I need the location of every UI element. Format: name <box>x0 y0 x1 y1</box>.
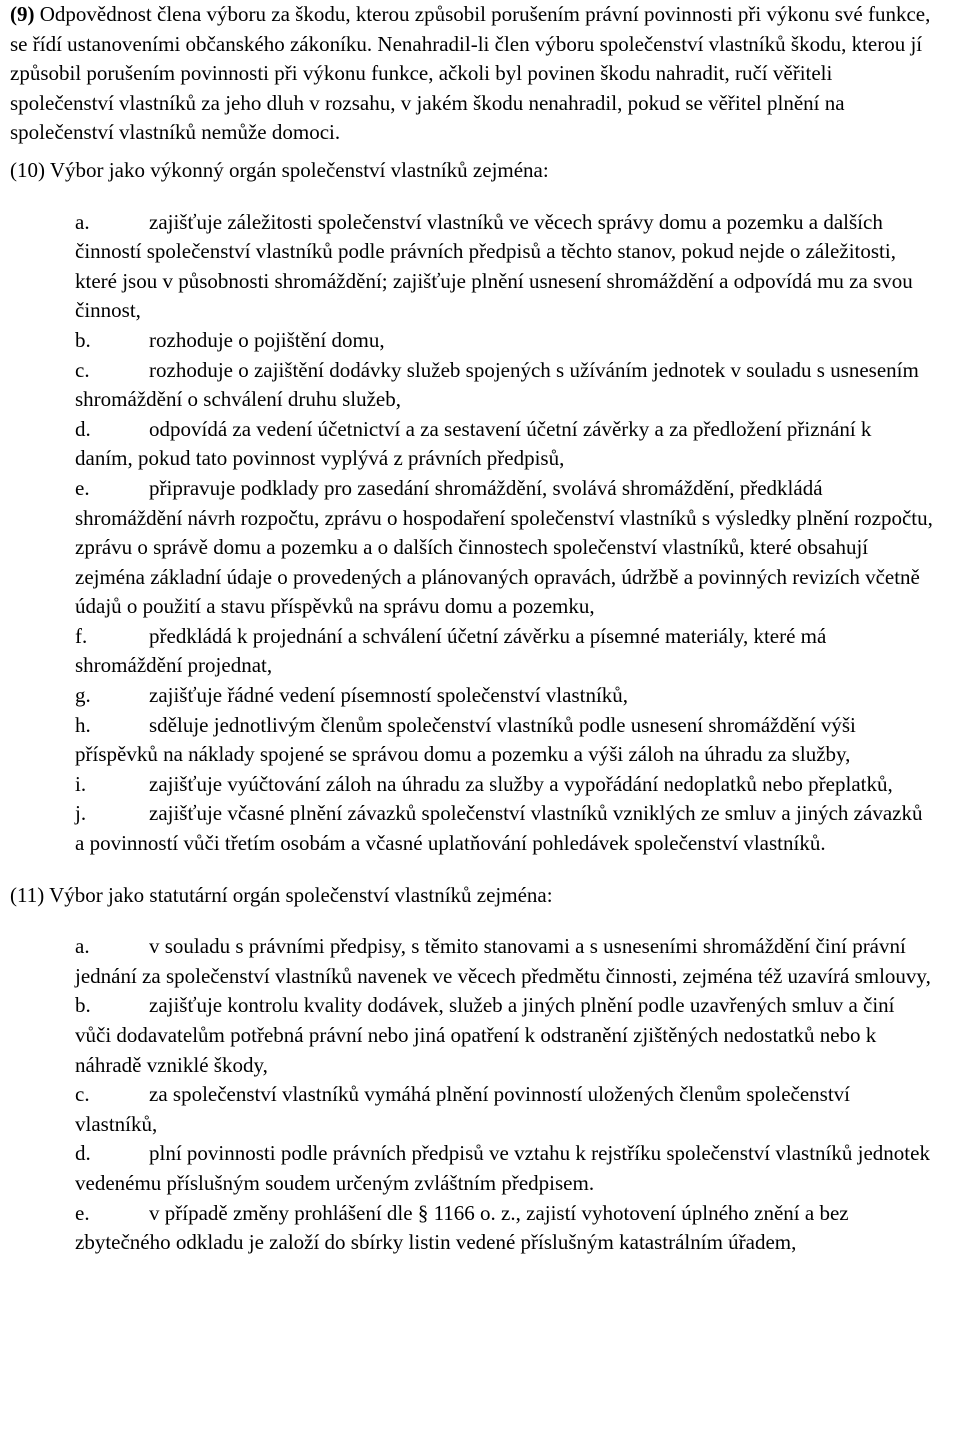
list-item <box>75 622 934 681</box>
list-item-marker: c. <box>75 1082 90 1107</box>
list-item-text: plní povinnosti podle právních předpisů ve vztahu k rejstříku společenství vlastníků jednotek vedenému příslušným soudem určeným zvláštním předpisem. <box>75 1141 930 1195</box>
list-item-text: zajišťuje záležitosti společenství vlastníků ve věcech správy domu a pozemku a dalších činností společenství vlastníků podle právních předpisů a těchto stanov, pokud nejde o záležitosti, které jsou v působnosti shromáždění; zajišťuje plnění usnesení shromáždění a odpovídá mu za svou činnost, <box>75 209 913 323</box>
list-item <box>75 799 934 858</box>
list-item <box>75 711 934 770</box>
list-item-marker: f. <box>75 623 88 648</box>
list-item-marker: i. <box>75 771 87 796</box>
list-item <box>75 932 934 991</box>
list-item-marker: c. <box>75 357 90 382</box>
list-item-text: v případě změny prohlášení dle § 1166 o. z., zajistí vyhotovení úplného znění a bez zbytečného odkladu je založí do sbírky listin vedené příslušným katastrálním úřadem, <box>75 1200 849 1255</box>
list-item-text: odpovídá za vedení účetnictví a za sestavení účetní závěrky a za předložení přiznání k daním, pokud tato povinnost vyplývá z právních předpisů, <box>75 416 872 471</box>
list-item-marker: h. <box>75 712 91 737</box>
heading-text: Výbor jako výkonný orgán společenství vlastníků zejména: <box>49 157 549 182</box>
list-item-marker: a. <box>75 934 90 959</box>
list-item-text: zajišťuje řádné vedení písemností společenství vlastníků, <box>149 683 629 708</box>
paragraph-11-heading <box>10 881 934 911</box>
heading-text: Výbor jako statutární orgán společenství vlastníků zejména: <box>49 882 553 907</box>
list-item <box>75 326 934 356</box>
list-item-text: zajišťuje včasné plnění závazků společenství vlastníků vzniklých ze smluv a jiných závazků a povinností vůči třetím osobám a včasné uplatňování pohledávek společenství vlastníků. <box>75 801 923 856</box>
list-item-text: připravuje podklady pro zasedání shromáždění, svolává shromáždění, předkládá shromáždění návrh rozpočtu, zprávu o hospodaření společenství vlastníků s výsledky plnění rozpočtu, zprávu o správě domu a pozemku a o dalších činnostech společenství vlastníků, které obsahují zejména základní údaje o provedených a plánovaných opravách, údržbě a povinných revizích včetně údajů o použití a stavu příspěvků na správu domu a pozemku, <box>75 475 933 619</box>
paragraph-number: (11) <box>10 882 45 907</box>
list-item <box>75 681 934 711</box>
list-item-text: zajišťuje kontrolu kvality dodávek, služeb a jiných plnění podle uzavřených smluv a činí vůči dodavatelům potřebná právní nebo jiná opatření k odstranění zjištěných nedostatků nebo k náhradě vzniklé škody, <box>75 993 895 1077</box>
list-item-marker: e. <box>75 475 90 500</box>
paragraph-9 <box>10 0 934 148</box>
list-item-text: předkládá k projednání a schválení účetní závěrku a písemné materiály, které má shromáždění projednat, <box>75 623 827 678</box>
list-item <box>75 208 934 326</box>
list-item-marker: d. <box>75 416 91 441</box>
list-item-marker: b. <box>75 993 91 1018</box>
list-item-text: zajišťuje vyúčtování záloh na úhradu za služby a vypořádání nedoplatků nebo přeplatků, <box>149 771 893 796</box>
list-item-marker: b. <box>75 327 91 352</box>
list-item-marker: a. <box>75 209 90 234</box>
list-paragraph-10 <box>10 208 934 859</box>
paragraph-number: (9) <box>10 2 35 26</box>
list-item <box>75 356 934 415</box>
list-item-marker: g. <box>75 683 91 708</box>
list-item <box>75 1199 934 1258</box>
paragraph-10-heading <box>10 156 934 186</box>
list-item <box>75 770 934 800</box>
list-item-text: sděluje jednotlivým členům společenství vlastníků podle usnesení shromáždění výši příspěvků na náklady spojené se správou domu a pozemku a výši záloh na úhradu za služby, <box>75 712 856 767</box>
paragraph-text: Odpovědnost člena výboru za škodu, kterou způsobil porušením právní povinnosti při výkonu své funkce, se řídí ustanoveními občanského zákoníku. Nenahradil-li člen výboru společenství vlastníků škodu, kterou jí způsobil porušením povinnosti při výkonu funkce, ačkoli byl povinen škodu nahradit, ručí věřiteli společenství vlastníků za jeho dluh v rozsahu, v jakém škodu nenahradil, pokud se věřitel plnění na společenství vlastníků nemůže domoci. <box>10 2 931 145</box>
list-item-text: rozhoduje o zajištění dodávky služeb spojených s užíváním jednotek v souladu s usnesením shromáždění o schválení druhu služeb, <box>75 357 919 412</box>
list-paragraph-11 <box>10 932 934 1258</box>
list-item-marker: e. <box>75 1200 90 1225</box>
list-item-marker: d. <box>75 1141 91 1166</box>
list-item <box>75 474 934 622</box>
list-item-text: rozhoduje o pojištění domu, <box>149 327 385 352</box>
list-item <box>75 1080 934 1139</box>
list-item-text: v souladu s právními předpisy, s těmito stanovami a s usneseními shromáždění činí právní jednání za společenství vlastníků navenek ve věcech předmětu činnosti, zejména též uzavírá smlouvy, <box>75 934 931 988</box>
list-item <box>75 1139 934 1198</box>
paragraph-number: (10) <box>10 157 45 182</box>
list-item <box>75 991 934 1080</box>
list-item-marker: j. <box>75 801 87 826</box>
list-item <box>75 415 934 474</box>
list-item-text: za společenství vlastníků vymáhá plnění povinností uložených členům společenství vlastníků, <box>75 1082 851 1136</box>
